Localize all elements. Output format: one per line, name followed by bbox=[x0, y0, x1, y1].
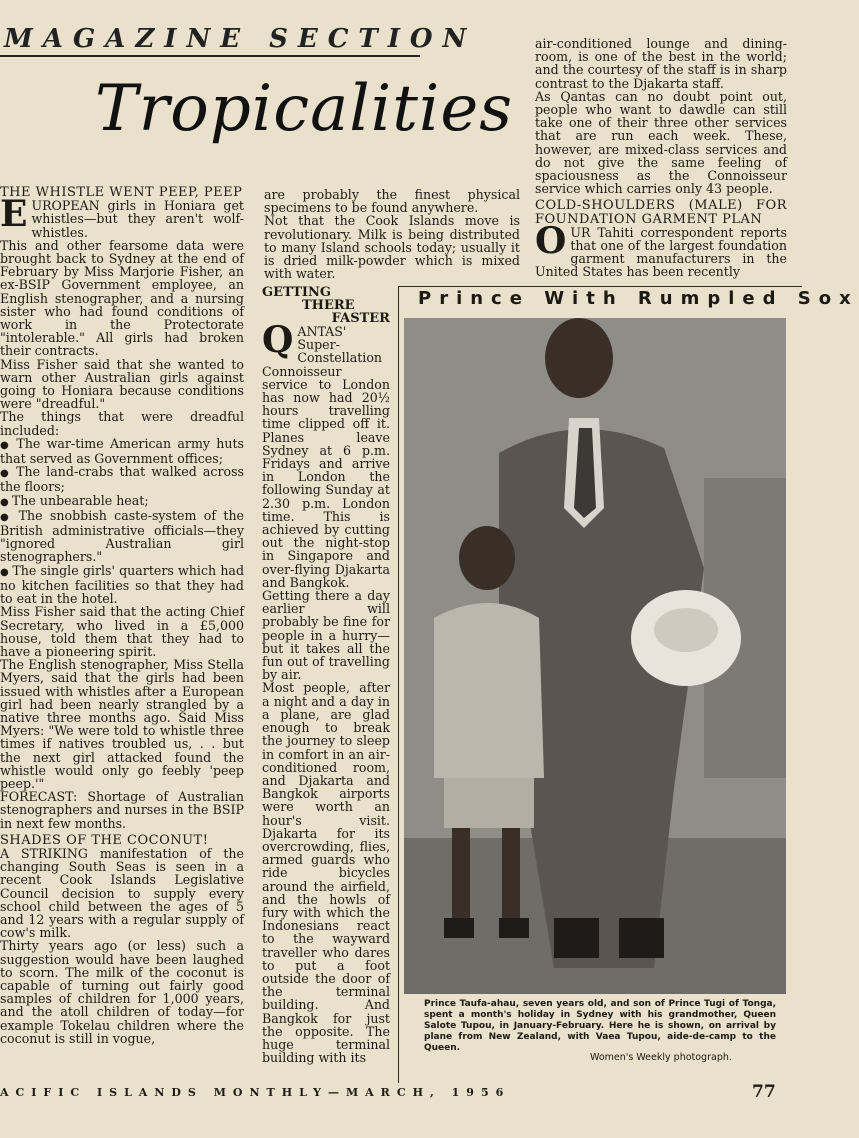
whistle-paragraph: The things that were dreadful included: bbox=[0, 409, 244, 438]
cold-headline: COLD-SHOULDERS (MALE) FOR FOUNDATION GARMENT PLAN bbox=[535, 198, 787, 227]
whistle-paragraph: Miss Fisher said that she wanted to warn other Australian girls against going to Honiara because conditions were "dreadful." bbox=[0, 356, 244, 412]
photo-illustration bbox=[404, 318, 786, 994]
masthead: MAGAZINE SECTION bbox=[4, 24, 477, 54]
whistle-article bbox=[0, 182, 244, 1062]
qantas-lead: ANTAS' Super-Constellation Connoisseur service to London has now had 20½ hours travelling time clipped off it. Planes leave Sydney at 6 p.m. Fridays and arrive in London the following Sunday at 2.30 p.m. London time. This is achieved by cutting out the night-stop in Singapore and over-flying Djakarta and Bangkok. bbox=[262, 324, 390, 590]
whistle-bullet: ● The unbearable heat; bbox=[0, 494, 244, 509]
qantas-dropcap: Q bbox=[262, 319, 294, 361]
whistle-lead: UROPEAN girls in Honiara get whistles—but they aren't wolf-whistles. bbox=[31, 198, 244, 240]
photo-caption: Prince Taufa-ahau, seven years old, and son of Prince Tugi of Tonga, spent a month's holiday in Sydney with his grandmother, Queen Salote Tupou, in January-February. Here he is shown, on arrival by plane from New Zealand, with Vaea Tupou, aide-de-camp to the Queen. bbox=[424, 999, 776, 1053]
qantas-paragraph: As Qantas can no doubt point out, people who want to dawdle can still take one of their three other services that are run each week. These, however, are mixed-class services and do not give the same feeling of spaciousness as the Connoisseur service which carries only 43 people. bbox=[535, 88, 787, 197]
coconut-headline: SHADES OF THE COCONUT! bbox=[0, 832, 209, 848]
right-column bbox=[535, 37, 787, 285]
photo-title: Prince With Rumpled Sox bbox=[418, 288, 859, 309]
masthead-rule bbox=[0, 55, 420, 57]
qantas-headline-3: FASTER bbox=[331, 311, 390, 326]
whistle-bullet: ● The snobbish caste-system of the British administrative officials—they "ignored Australian girl stenographers." bbox=[0, 509, 244, 564]
page-number: 77 bbox=[752, 1082, 776, 1102]
whistle-paragraph: This and other fearsome data were brought back to Sydney at the end of February by Miss Marjorie Fisher, an ex-BSIP Government employee, an English stenographer, and a nursing sister who had found conditions of work in the Protectorate "intolerable." All girls had broken their contracts. bbox=[0, 237, 244, 359]
whistle-dropcap: E bbox=[0, 193, 28, 236]
qantas-paragraph: Getting there a day earlier will probably be fine for people in a hurry—but it takes all the fun out of travelling by air. bbox=[262, 588, 390, 683]
coconut-paragraph: Thirty years ago (or less) such a suggestion would have been laughed to scorn. The milk of the coconut is capable of turning out fairly good samples of children for 1,000 years, and the atoll children of today—for example Tokelau children where the coconut is still in vogue, bbox=[0, 938, 244, 1046]
whistle-bullet: ● The war-time American army huts that served as Government offices; bbox=[0, 437, 244, 465]
qantas-article bbox=[262, 286, 390, 1066]
cold-dropcap: O bbox=[535, 219, 567, 262]
coconut-paragraph: Not that the Cook Islands move is revolutionary. Milk is being distributed to many Island schools today; usually it is dried milk-powder which is mixed with water. bbox=[264, 213, 520, 282]
prince-photo bbox=[404, 318, 786, 994]
section-title: Tropicalities bbox=[95, 72, 514, 146]
whistle-bullet: ● The single girls' quarters which had no kitchen facilities so that they had to eat in the hotel. bbox=[0, 564, 244, 606]
qantas-headline-1: GETTING bbox=[262, 285, 331, 300]
whistle-paragraph: The English stenographer, Miss Stella Myers, said that the girls had been issued with whistles after a European girl had been nearly strangled by a native three months ago. Said Miss Myers: "We were told to whistle three times if natives troubled us, . . but the next girl attacked found the whistle would only go feebly 'peep peep.'" bbox=[0, 657, 244, 791]
coconut-paragraph: A STRIKING manifestation of the changing South Seas is seen in a recent Cook Islands Legislative Council decision to supply every school child between the ages of 5 and 12 years with a regular supply of cow's milk. bbox=[0, 845, 244, 941]
photo-credit: Women's Weekly photograph. bbox=[590, 1052, 732, 1063]
whistle-forecast: FORECAST: Shortage of Australian stenographers and nurses in the BSIP in next few months. bbox=[0, 789, 244, 831]
cold-lead: UR Tahiti correspondent reports that one of the largest foundation garment manufacturers in the United States has been recently bbox=[535, 224, 787, 280]
qantas-paragraph: Most people, after a night and a day in a plane, are glad enough to break the journey to sleep in comfort in an air-conditioned room, and Djakarta and Bangkok airports were worth an hour's visit. Djakarta for its overcrowding, flies, armed guards who ride bicycles around the airfield, and the howls of fury with which the Indonesians react to the wayward traveller who dares to put a foot outside the door of the terminal building. And Bangkok for just the opposite. The huge terminal building with its bbox=[262, 680, 390, 1066]
qantas-headline-2: THERE bbox=[302, 298, 355, 313]
coconut-continued bbox=[264, 188, 520, 280]
whistle-headline: THE WHISTLE WENT PEEP, PEEP bbox=[0, 185, 243, 200]
whistle-bullet: ● The land-crabs that walked across the floors; bbox=[0, 465, 244, 493]
qantas-paragraph: air-conditioned lounge and dining-room, is one of the best in the world; and the courtesy of the staff is in sharp contrast to the Djakarta staff. bbox=[535, 36, 787, 91]
footer: ACIFIC ISLANDS MONTHLY—MARCH, 1956 bbox=[0, 1086, 511, 1099]
whistle-paragraph: Miss Fisher said that the acting Chief Secretary, who lived in a £5,000 house, told them that they had to have a pioneering spirit. bbox=[0, 604, 244, 659]
coconut-paragraph: are probably the finest physical specimens to be found anywhere. bbox=[264, 187, 520, 216]
